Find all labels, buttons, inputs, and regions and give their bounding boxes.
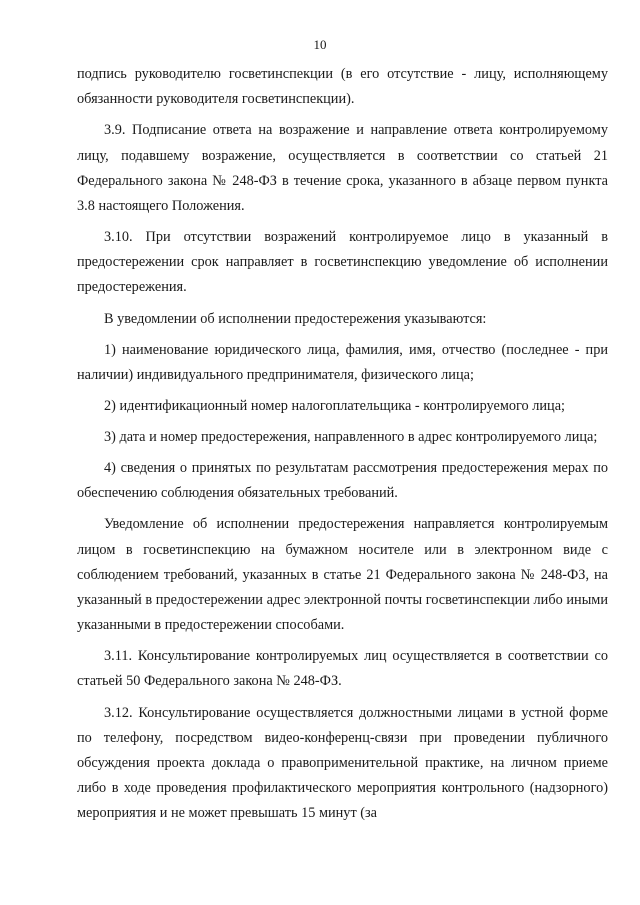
document-body <box>77 62 608 832</box>
list-item-1: 1) наименование юридического лица, фамилия, имя, отчество (последнее - при наличии) индивидуального предпринимателя, физического лица; <box>77 341 608 383</box>
page-number: 10 <box>313 37 327 52</box>
paragraph-notification-delivery: Уведомление об исполнении предостережения направляется контролируемым лицом в госветинспекцию на бумажном носителе или в электронном виде с соблюдением требований, указанных в статье 21 Федерального закона № 248-ФЗ, на указанный в предостережении адрес электронной почты госветинспекции либо иными указанными в предостережении способами. <box>77 516 608 634</box>
paragraph-3-11: 3.11. Консультирование контролируемых лиц осуществляется в соответствии со статьей 50 Федерального закона № 248-ФЗ. <box>77 648 608 690</box>
paragraph-3-12: 3.12. Консультирование осуществляется должностными лицами в устной форме по телефону, посредством видео-конференц-связи при проведении публичного обсуждения проекта доклада о правоприменительной практике, на личном приеме либо в ходе проведения профилактического мероприятия контрольного (надзорного) мероприятия и не может превышать 15 минут (за <box>77 704 608 822</box>
paragraph-3-9: 3.9. Подписание ответа на возражение и направление ответа контролируемому лицу, подавшему возражение, осуществляется в соответствии со статьей 21 Федерального закона № 248-ФЗ в течение срока, указанного в абзаце первом пункта 3.8 настоящего Положения. <box>77 122 608 214</box>
paragraph-continuation: подпись руководителю госветинспекции (в его отсутствие - лицу, исполняющему обязанности руководителя госветинспекции). <box>77 66 608 108</box>
paragraph-3-10: 3.10. При отсутствии возражений контролируемое лицо в указанный в предостережении срок направляет в госветинспекцию уведомление об исполнении предостережения. <box>77 229 608 296</box>
list-item-3: 3) дата и номер предостережения, направленного в адрес контролируемого лица; <box>104 428 598 445</box>
paragraph-notification-contents: В уведомлении об исполнении предостережения указываются: <box>104 310 487 327</box>
list-item-2: 2) идентификационный номер налогоплательщика - контролируемого лица; <box>104 397 566 414</box>
list-item-4: 4) сведения о принятых по результатам рассмотрения предостережения мерах по обеспечению соблюдения обязательных требований. <box>77 460 608 502</box>
